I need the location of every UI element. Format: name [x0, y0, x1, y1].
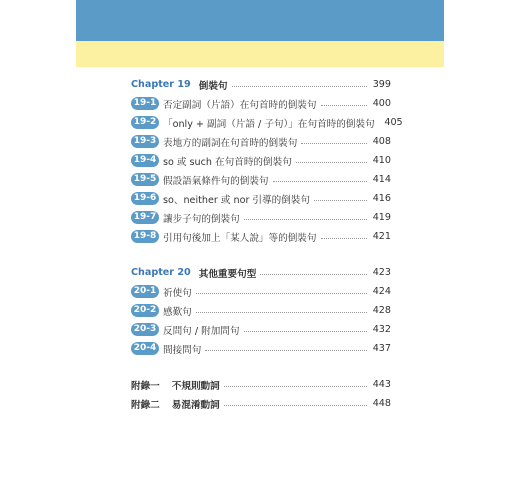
- appendix-title: 易混淆動詞: [171, 399, 220, 411]
- section-entry[interactable]: [131, 282, 391, 301]
- section-number-badge: 20-2: [131, 304, 159, 317]
- section-entry[interactable]: [131, 113, 403, 132]
- section-entry[interactable]: [131, 151, 391, 170]
- dot-leader: [314, 200, 367, 201]
- page-number: 410: [372, 155, 391, 166]
- page-number: 428: [372, 305, 391, 316]
- page-number: 421: [372, 231, 391, 242]
- header-band-yellow: [76, 41, 444, 67]
- dot-leader: [244, 331, 368, 332]
- section-entry[interactable]: [131, 189, 391, 208]
- page-number: 414: [372, 174, 391, 185]
- section-number-badge: 19-8: [131, 230, 159, 243]
- section-title: 表地方的副詞在句首時的倒裝句: [163, 137, 298, 149]
- chapter-label: Chapter 20: [131, 267, 191, 278]
- dot-leader: [321, 238, 368, 239]
- section-entry[interactable]: [131, 301, 391, 320]
- section-number-badge: 19-7: [131, 211, 159, 224]
- chapter-title: 其他重要句型: [198, 268, 257, 280]
- page-number: 408: [372, 136, 391, 147]
- dot-leader: [232, 86, 367, 87]
- dot-leader: [260, 274, 367, 275]
- page-number: 405: [384, 117, 403, 128]
- dot-leader: [301, 143, 367, 144]
- dot-leader: [273, 181, 367, 182]
- section-title: 「only + 副詞（片語 / 子句）」在句首時的倒裝句: [163, 118, 375, 130]
- section-entry[interactable]: [131, 339, 391, 358]
- section-entry[interactable]: [131, 208, 391, 227]
- dot-leader: [196, 293, 367, 294]
- spacer: [131, 246, 391, 263]
- dot-leader: [244, 219, 367, 220]
- page-number: 443: [372, 379, 391, 390]
- section-number-badge: 20-4: [131, 342, 159, 355]
- section-title: 間接問句: [163, 344, 202, 356]
- table-of-contents: [131, 75, 403, 413]
- appendix-label: 附錄一: [131, 380, 160, 392]
- appendix-title: 不規則動詞: [171, 380, 220, 392]
- section-title: 假設語氣條件句的倒裝句: [163, 175, 269, 187]
- page-number: 448: [372, 398, 391, 409]
- section-entry[interactable]: [131, 227, 391, 246]
- section-number-badge: 20-1: [131, 285, 159, 298]
- page-number: 419: [372, 212, 391, 223]
- section-entry[interactable]: [131, 170, 391, 189]
- section-title: so 或 such 在句首時的倒裝句: [163, 156, 292, 168]
- section-title: 感歎句: [163, 306, 192, 318]
- section-number-badge: 19-1: [131, 97, 159, 110]
- chapter-19-entry[interactable]: [131, 75, 391, 94]
- page-number: 432: [372, 324, 391, 335]
- chapter-title: 倒裝句: [198, 80, 228, 92]
- page-number: 399: [372, 79, 391, 90]
- section-title: 否定副詞（片語）在句首時的倒裝句: [163, 99, 317, 111]
- section-title: 祈使句: [163, 287, 192, 299]
- section-title: 反問句 / 附加問句: [163, 325, 240, 337]
- dot-leader: [224, 386, 367, 387]
- page-number: 437: [372, 343, 391, 354]
- dot-leader: [224, 405, 367, 406]
- chapter-label: Chapter 19: [131, 79, 191, 90]
- section-entry[interactable]: [131, 320, 391, 339]
- section-title: 讓步子句的倒裝句: [163, 213, 240, 225]
- appendix-entry[interactable]: [131, 375, 391, 394]
- section-number-badge: 19-3: [131, 135, 159, 148]
- section-number-badge: 19-4: [131, 154, 159, 167]
- section-title: so、neither 或 nor 引導的倒裝句: [163, 194, 310, 206]
- header-band-blue: [76, 0, 444, 41]
- dot-leader: [196, 312, 367, 313]
- section-number-badge: 20-3: [131, 323, 159, 336]
- section-number-badge: 19-2: [131, 116, 159, 129]
- page-number: 400: [372, 98, 391, 109]
- section-number-badge: 19-6: [131, 192, 159, 205]
- page-number: 424: [372, 286, 391, 297]
- section-entry[interactable]: [131, 94, 391, 113]
- appendix-entry[interactable]: [131, 394, 391, 413]
- section-number-badge: 19-5: [131, 173, 159, 186]
- section-entry[interactable]: [131, 132, 391, 151]
- section-title: 引用句後加上「某人說」等的倒裝句: [163, 232, 317, 244]
- appendix-label: 附錄二: [131, 399, 160, 411]
- page-number: 416: [372, 193, 391, 204]
- chapter-20-entry[interactable]: [131, 263, 391, 282]
- spacer: [131, 358, 391, 375]
- dot-leader: [296, 162, 367, 163]
- dot-leader: [321, 105, 368, 106]
- dot-leader: [205, 350, 367, 351]
- page-number: 423: [372, 267, 391, 278]
